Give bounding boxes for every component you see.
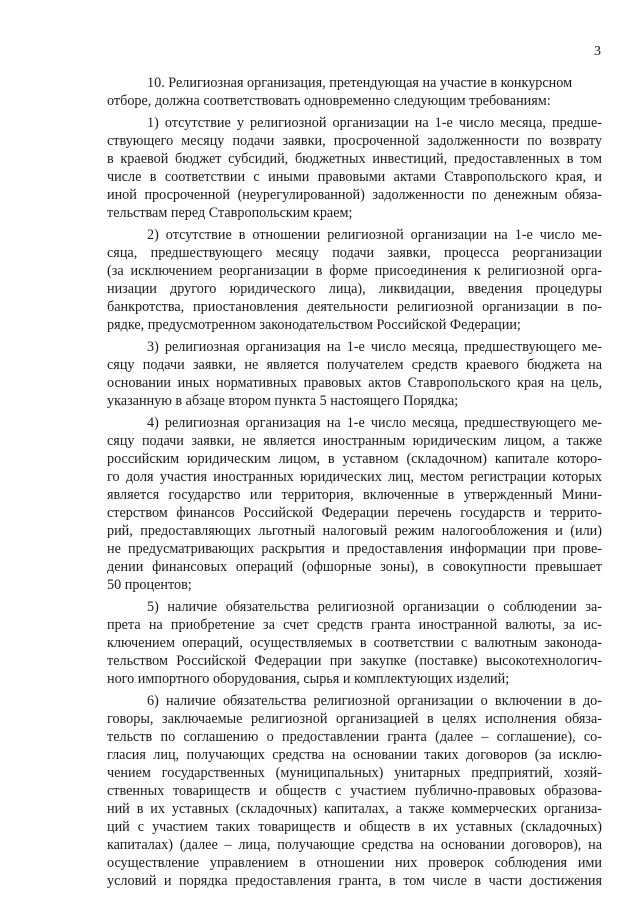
text-line: рядке, предусмотренном законодательством Российской Федерации; <box>107 317 521 333</box>
text-line: чением государственных (муниципальных) унитарных предприятий, хозяй- <box>107 765 602 781</box>
text-line: дении финансовых операций (офшорные зоны), в совокупности превышает <box>107 559 602 575</box>
text-line: числе в соответствии с иными правовыми актами Ставропольского края, и <box>107 169 602 185</box>
text-line: 3) религиозная организация на 1-е число месяца, предшествующего ме- <box>147 339 602 355</box>
text-line: указанную в абзаце втором пункта 5 настоящего Порядка; <box>107 393 459 409</box>
text-line: ний в их уставных (складочных) капиталах, а также коммерческих организа- <box>107 801 602 817</box>
text-line: ственных товариществ и обществ с участием публично-правовых образова- <box>107 783 602 799</box>
text-line: банкротства, приостановления деятельности религиозной организации в по- <box>107 299 602 315</box>
text-line: 10. Религиозная организация, претендующая на участие в конкурсном <box>147 75 573 91</box>
text-line: тельством Российской Федерации при закупке (поставке) высокотехнологич- <box>107 653 602 669</box>
page-number: 3 <box>594 44 601 59</box>
text-line: прета на приобретение за счет средств гранта иностранной валюты, за ис- <box>107 617 602 633</box>
text-line: иной просроченной (неурегулированной) задолженности по денежным обяза- <box>107 187 602 203</box>
text-line: говоры, заключаемые религиозной организацией в целях исполнения обяза- <box>107 711 602 727</box>
text-line: гласия лиц, получающих средства на основании таких договоров (за исклю- <box>107 747 602 763</box>
text-line: не предусматривающих раскрытия и предоставления информации при прове- <box>107 541 602 557</box>
text-line: ствующего месяцу подачи заявки, просроченной задолженности по возврату <box>107 133 602 149</box>
text-line: ций с участием таких товариществ и обществ в их уставных (складочных) <box>107 819 602 835</box>
text-line: капиталах) (далее – лица, получающие средства на основании договоров), на <box>107 837 602 853</box>
text-line: ключением операций, осуществляемых в соответствии с валютным законода- <box>107 635 602 651</box>
text-line: является государство или территория, включенные в утвержденный Мини- <box>107 487 602 503</box>
text-line: в краевой бюджет субсидий, бюджетных инвестиций, предоставленных в том <box>107 151 602 167</box>
text-line: 5) наличие обязательства религиозной организации о соблюдении за- <box>147 599 602 615</box>
text-line: рий, предоставляющих льготный налоговый режим налогообложения и (или) <box>107 523 602 539</box>
text-line: низации другого юридического лица), ликвидации, введения процедуры <box>107 281 602 297</box>
text-line: го доля участия иностранных юридических лиц, местом регистрации которых <box>107 469 602 485</box>
text-line: 50 процентов; <box>107 577 192 593</box>
text-line: 6) наличие обязательства религиозной организации о включении в до- <box>147 693 602 709</box>
text-line: тельствам перед Ставропольским краем; <box>107 205 353 221</box>
text-line: 2) отсутствие в отношении религиозной организации на 1-е число ме- <box>147 227 602 243</box>
text-line: 1) отсутствие у религиозной организации на 1-е число месяца, предше- <box>147 115 602 131</box>
text-line: (за исключением реорганизации в форме присоединения к религиозной орга- <box>107 263 602 279</box>
text-line: отборе, должна соответствовать одновременно следующим требованиям: <box>107 93 551 109</box>
text-line: тельств по соглашению о предоставлении гранта (далее – соглашение), со- <box>107 729 602 745</box>
text-line: сяцу подачи заявки, не является получателем средств краевого бюджета на <box>107 357 602 373</box>
text-line: осуществление управлением в отношении них проверок соблюдения ими <box>107 855 602 871</box>
text-line: сяца, предшествующего месяцу подачи заявки, процесса реорганизации <box>107 245 602 261</box>
text-line: условий и порядка предоставления гранта, в том числе в части достижения <box>107 873 602 889</box>
text-line: 4) религиозная организация на 1-е число месяца, предшествующего ме- <box>147 415 602 431</box>
text-line: российским юридическим лицом, в уставном (складочном) капитале которо- <box>107 451 602 467</box>
text-line: ного импортного оборудования, сырья и комплектующих изделий; <box>107 671 510 687</box>
text-line: основании иных нормативных правовых актов Ставропольского края на цель, <box>107 375 602 391</box>
text-line: сяцу подачи заявки, не является иностранным юридическим лицом, а также <box>107 433 602 449</box>
text-line: стерством финансов Российской Федерации перечень государств и террито- <box>107 505 602 521</box>
